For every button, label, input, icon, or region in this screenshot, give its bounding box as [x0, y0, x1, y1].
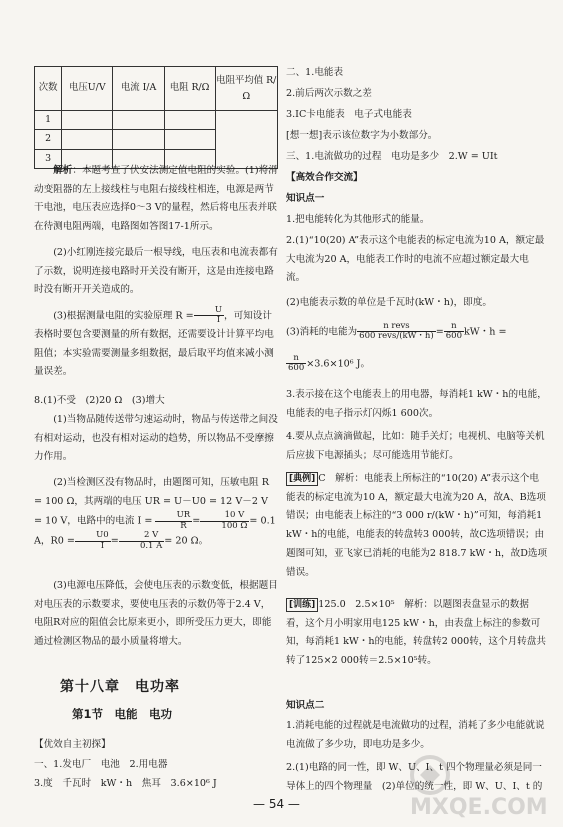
answer-line: 1.把电能转化为其他形式的能量。: [286, 214, 430, 225]
table-header: 次数: [35, 67, 62, 111]
table-row-index: 3: [35, 149, 62, 168]
explanation-paragraph: (2)当检测区没有物品时，由题图可知，压敏电阻 R = 100 Ω，其两端的电压 UR = U－U0 = 12 V－2 V = 10 V，电路中的电流 I = $\frac{UR}{R}$ = $\frac{10 V}{100 \Omega}$ = 0.1 A，R0 = $\frac{U0}{I}$ = $\frac{2 V}{0.1 A}$ = 20 Ω。: [34, 477, 276, 551]
fraction: $\frac{U}{I}$: [194, 306, 224, 326]
svg-text:MXQE.COM: MXQE.COM: [410, 795, 548, 820]
answer-paragraph: 2.(1)电路的同一性，即 W、U、I、t 四个物理量必须是同一导体上的四个物理量 (2)单位的统一性，即 W、U、I、t 的: [286, 762, 543, 792]
answer-line: 3.度 千瓦时 kW・h 焦耳 3.6×10⁶ J: [34, 778, 217, 789]
watermark-logo: [400, 750, 550, 820]
explanation-paragraph: 解析：本题考查了伏安法测定值电阻的实验。(1)将滑动变阻器的左上接线柱与电阻右接线柱相连，电源是两节干电池，电压表应选择0～3 V的量程，然后将电压表并联在待测电阻两端，电路图如答图17-1所示。: [34, 165, 278, 233]
answer-line: (2)电能表示数的单位是千瓦时(kW・h)，即度。: [286, 297, 493, 308]
explanation-paragraph: (3)根据测量电阻的实验原理 R = $\frac{U}{I}$ ，可知设计表格时要包含要测量的所有数据，还需要设计计算平均电阻值；本实验需要测量多组数据，最后取平均值来减小测量误差。: [34, 305, 274, 378]
table-header: 电流 I/A: [113, 67, 164, 111]
table-header: 电阻平均值 R/Ω: [215, 67, 277, 111]
answer-line: $\frac{n}{600}$ ×3.6×10⁶ J。: [288, 353, 371, 374]
answer-line: (3)消耗的电能为 $\frac{\text{n revs}}{\text{600 revs/(kW・h)}}$ = $\frac{n}{600}$ kW・h =: [286, 321, 507, 342]
answer-line: 三、1.电流做功的过程 电功是多少 2.W = UIt: [286, 151, 498, 162]
page-number: — 54 —: [253, 797, 300, 811]
explanation-paragraph: (3)电源电压降低，会使电压表的示数变低，根据题目对电压表的示数要求，要使电压表的示数仍等于2.4 V，电阻R对应的阻值会比原来更小，即所受压力更大，即能通过检测区物品的最小质量将增大。: [34, 580, 278, 648]
knowledge-point-label: 知识点二: [286, 700, 325, 711]
answer-line: 二、1.电能表: [286, 67, 344, 78]
section-title: 第1节 电能 电功: [72, 707, 173, 721]
table-row-index: 2: [35, 130, 62, 149]
answer-line: 8.(1)不受 (2)20 Ω (3)增大: [34, 395, 165, 406]
answer-line: 3.IC卡电能表 电子式电能表: [286, 109, 412, 120]
answer-paragraph: 2.(1)“10(20) A”表示这个电能表的标定电流为10 A，额定最大电流为20 A，电能表工作时的电流不应超过额定最大电流。: [286, 235, 545, 284]
answer-paragraph: 4.要从点点滴滴做起，比如：随手关灯；电视机、电脑等关机后应拔下电源插头；尽可能选用节能灯。: [286, 431, 545, 461]
answer-line: 一、1.发电厂 电池 2.用电器: [34, 759, 168, 770]
section-label: 【优效自主初探】: [34, 739, 111, 750]
table-header: 电压U/V: [62, 67, 113, 111]
table-row-index: 1: [35, 111, 62, 130]
data-table: [34, 66, 278, 169]
knowledge-point-label: 知识点一: [286, 193, 325, 204]
explanation-paragraph: (2)小红刚连接完最后一根导线，电压表和电流表都有了示数，说明连接电路时开关没有断开，这是由连接电路时没有断开开关造成的。: [34, 247, 278, 296]
example-paragraph: [典例] C 解析：电能表上所标注的“10(20) A”表示这个电能表的标定电流为10 A，额定最大电流为20 A，故A、B选项错误；由电能表上标注的“3 000 r/(kW・h)”可知，每消耗1 kW・h的电能，电能表的转盘转3 000转，故C选项错误；由题图可知，亚飞家已消耗的电能为2 818.7 kW・h，故D选项错误。: [286, 473, 548, 578]
answer-line: 2.前后两次示数之差: [286, 88, 372, 99]
chapter-title: 第十八章 电功率: [60, 679, 180, 695]
table-header: 电阻 R/Ω: [164, 67, 215, 111]
answer-paragraph: 3.表示接在这个电能表上的用电器，每消耗1 kW・h的电能，电能表的电子指示灯闪烁1 600次。: [286, 389, 547, 419]
section-label: 【高效合作交流】: [286, 172, 363, 183]
explanation-paragraph: (1)当物品随传送带匀速运动时，物品与传送带之间没有相对运动，也没有相对运动的趋势，所以物品不受摩擦力作用。: [34, 414, 278, 463]
answer-paragraph: 1.消耗电能的过程就是电流做功的过程，消耗了多少电能就说电流做了多少功，即电功是多少。: [286, 720, 545, 750]
training-paragraph: [训练] 125.0 2.5×10⁵ 解析：以题图表盘显示的数据看，这个月小明家用电125 kW・h，由表盘上标注的参数可知，每消耗1 kW・h的电能，转盘转2 000转，这个月转盘共转了125×2 000转＝2.5×10⁵转。: [286, 599, 546, 667]
answer-line: [想一想]表示该位数字为小数部分。: [286, 130, 438, 141]
